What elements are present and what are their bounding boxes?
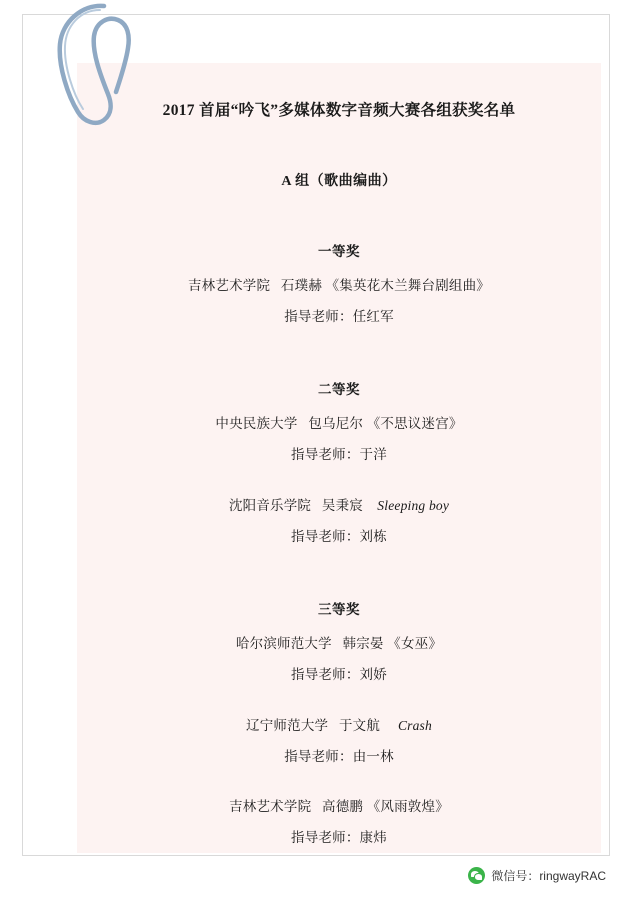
teacher-label: 指导老师： — [291, 666, 360, 682]
entry-name: 吴秉宸 — [321, 497, 363, 513]
teacher-name: 于洋 — [359, 447, 387, 463]
prize-heading-second: 二等奖 — [318, 382, 360, 398]
award-entry — [105, 276, 573, 328]
prize-heading-first: 一等奖 — [318, 244, 360, 260]
teacher-label: 指导老师： — [284, 748, 353, 764]
award-entry — [105, 634, 573, 686]
group-heading: A 组（歌曲编曲） — [281, 174, 397, 190]
prize-heading-third: 三等奖 — [318, 601, 360, 617]
entry-name: 高德鹏 — [322, 799, 364, 815]
entry-name: 包乌尼尔 — [308, 416, 364, 432]
entry-school: 吉林艺术学院 — [187, 278, 271, 294]
entry-work: 《风雨敦煌》 — [366, 799, 449, 815]
entry-line — [105, 716, 573, 737]
document-body — [77, 63, 601, 849]
entry-work: 《集英花木兰舞台剧组曲》 — [325, 278, 491, 294]
teacher-name: 刘娇 — [359, 666, 387, 682]
entry-work: Sleeping boy — [377, 497, 450, 513]
teacher-name: 刘栋 — [359, 528, 387, 544]
teacher-name: 康炜 — [359, 830, 387, 846]
entry-work: 《不思议迷宫》 — [366, 416, 463, 432]
teacher-line — [105, 527, 573, 548]
entry-line — [105, 414, 573, 435]
award-entry — [105, 797, 573, 849]
teacher-label: 指导老师： — [291, 528, 360, 544]
entry-school: 吉林艺术学院 — [229, 799, 312, 815]
entry-work: Crash — [397, 717, 432, 733]
teacher-label: 指导老师： — [291, 830, 360, 846]
teacher-label: 指导老师： — [291, 447, 360, 463]
document-sheet — [77, 63, 601, 853]
teacher-line — [105, 445, 573, 466]
entry-line — [105, 797, 573, 818]
teacher-label: 指导老师： — [284, 309, 353, 325]
teacher-line — [105, 828, 573, 849]
page-title: 2017 首届“吟飞”多媒体数字音频大赛各组获奖名单 — [162, 102, 516, 119]
page-frame — [22, 14, 610, 856]
entry-line — [105, 276, 573, 297]
entry-school: 哈尔滨师范大学 — [235, 635, 332, 651]
entry-school: 辽宁师范大学 — [246, 717, 329, 733]
entry-line — [105, 496, 573, 517]
entry-name: 石璞赫 — [280, 278, 323, 294]
footer-text: 微信号：ringwayRAC — [491, 869, 606, 883]
entry-name: 于文航 — [338, 717, 381, 733]
wechat-icon — [468, 867, 485, 884]
entry-school: 中央民族大学 — [215, 416, 298, 432]
footer-watermark — [468, 867, 606, 884]
award-entry — [105, 414, 573, 466]
entry-work: 《女巫》 — [387, 635, 443, 651]
teacher-line — [105, 747, 573, 768]
teacher-line — [105, 307, 573, 328]
teacher-line — [105, 665, 573, 686]
entry-name: 韩宗晏 — [342, 635, 384, 651]
award-entry — [105, 716, 573, 768]
teacher-name: 任红军 — [352, 309, 394, 325]
teacher-name: 由一林 — [352, 748, 394, 764]
entry-school: 沈阳音乐学院 — [228, 497, 312, 513]
entry-line — [105, 634, 573, 655]
award-entry — [105, 496, 573, 548]
